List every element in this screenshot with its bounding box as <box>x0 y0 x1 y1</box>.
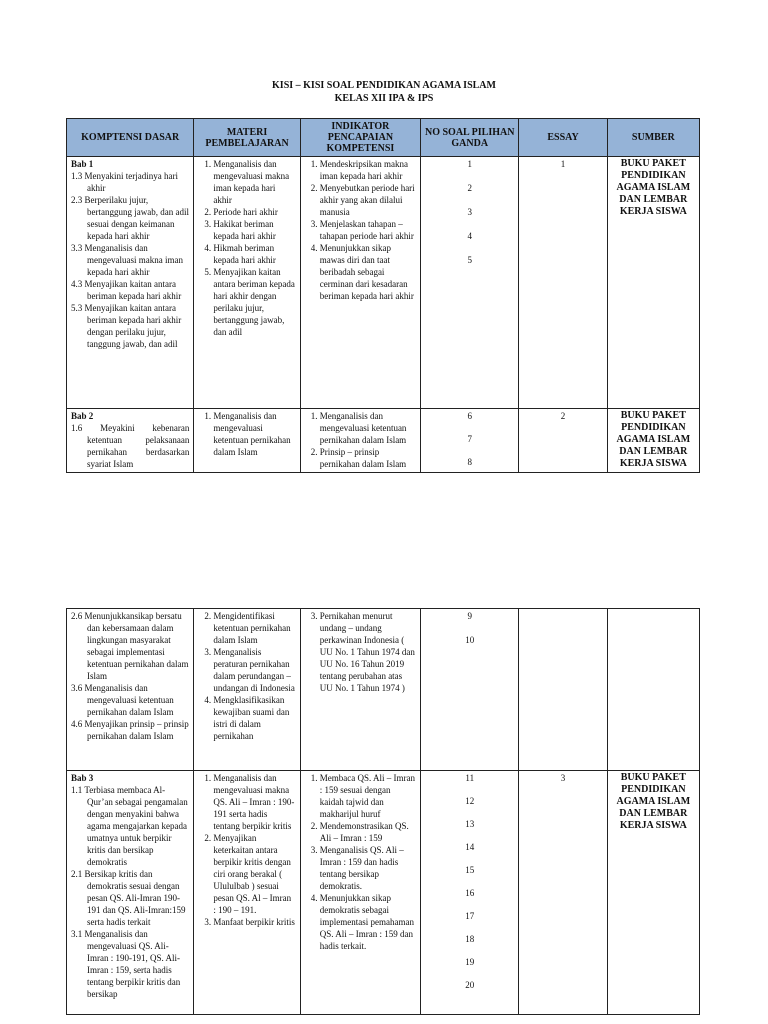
header-materi: MATERI PEMBELAJARAN <box>194 119 300 157</box>
soal-number: 5 <box>467 255 472 265</box>
materi-item: 3. Menganalisis peraturan pernikahan dalam perundangan – undangan di Indonesia <box>213 646 295 694</box>
indikator-item: 3. Pernikahan menurut undang – undang perkawinan Indonesia ( UU No. 1 Tahun 1974 dan UU No. 16 Tahun 2019 tentang perubahan atas UU No. 1 Tahun 1974 ) <box>320 610 416 694</box>
bab2-materi-cell <box>194 409 300 473</box>
soal-number: 8 <box>467 457 472 467</box>
kd-item: 2.3 Berperilaku jujur, bertanggung jawab, dan adil sesuai dengan keimanan kepada hari akhir <box>71 195 189 241</box>
materi-item: 2. Mengidentifikasi ketentuan pernikahan dalam Islam <box>213 610 295 646</box>
soal-number: 12 <box>465 796 475 806</box>
bab1-materi-cell <box>194 157 300 409</box>
bab3-materi-cell <box>194 771 300 1015</box>
kd-item: 1.3 Menyakini terjadinya hari akhir <box>71 171 178 193</box>
indikator-item: 4. Menunjukkan sikap mawas diri dan taat beribadah sebagai cerminan dari kesadaran beriman kepada hari akhir <box>320 242 416 302</box>
bab1-kompetensi-cell <box>67 157 194 409</box>
kisi-table-page-1 <box>66 118 700 473</box>
bab2-label: Bab 2 <box>71 411 94 421</box>
soal-number: 3 <box>467 207 472 217</box>
kd-item: 4.6 Menyajikan prinsip – prinsip pernikahan dalam Islam <box>71 719 189 741</box>
materi-item: 4. Hikmah beriman kepada hari akhir <box>213 242 295 266</box>
kd-item: 2.1 Bersikap kritis dan demokratis sesuai dengan pesan QS. Ali-Imran 190-191 dan QS. Ali-Imran:159 serta hadis terkait <box>71 869 186 927</box>
soal-number: 11 <box>465 773 475 783</box>
header-sumber: SUMBER <box>607 119 699 157</box>
kd-item: 4.3 Menyajikan kaitan antara beriman kepada hari akhir <box>71 279 182 301</box>
bab2-pg-cell <box>421 409 519 473</box>
header-indikator: INDIKATOR PENCAPAIAN KOMPETENSI <box>300 119 420 157</box>
kd-item: 1.6 Meyakini kebenaran ketentuan pelaksanaan pernikahan berdasarkan syariat Islam <box>71 423 190 469</box>
bab3-kompetensi-cell <box>67 771 194 1015</box>
kd-item: 2.6 Menunjukkansikap bersatu dan kebersamaan dalam lingkungan masyarakat sebagai implementasi ketentuan pernikahan dalam Islam <box>71 611 189 681</box>
materi-item: 1. Menganalisis dan mengevaluasi ketentuan pernikahan dalam Islam <box>213 410 295 458</box>
indikator-item: 1. Mendeskripsikan makna iman kepada hari akhir <box>320 158 416 182</box>
document-title: KISI – KISI SOAL PENDIDIKAN AGAMA ISLAM <box>272 80 496 91</box>
table-row-bab3 <box>67 771 700 1015</box>
bab2-cont-sumber-cell <box>607 609 699 771</box>
bab1-essay-cell: 1 <box>519 157 607 409</box>
header-no-soal: NO SOAL PILIHAN GANDA <box>421 119 519 157</box>
table-row-bab2 <box>67 409 700 473</box>
materi-item: 3. Hakikat beriman kepada hari akhir <box>213 218 295 242</box>
soal-number: 17 <box>465 911 475 921</box>
table-row-bab2-continued <box>67 609 700 771</box>
bab3-pg-cell <box>421 771 519 1015</box>
bab3-essay-cell: 3 <box>519 771 607 1015</box>
indikator-item: 3. Menganalisis QS. Ali – Imran : 159 dan hadis tentang bersikap demokratis. <box>320 844 416 892</box>
soal-number: 1 <box>467 159 472 169</box>
bab2-kompetensi-cell <box>67 409 194 473</box>
soal-number: 7 <box>467 434 472 444</box>
soal-number: 10 <box>465 635 475 645</box>
bab3-indikator-cell <box>300 771 420 1015</box>
indikator-item: 3. Menjelaskan tahapan – tahapan periode hari akhir <box>320 218 416 242</box>
kd-item: 5.3 Menyajikan kaitan antara beriman kepada hari akhir dengan perilaku jujur, tanggung jawab, dan adil <box>71 303 182 349</box>
header-kompetensi-dasar: KOMPTENSI DASAR <box>67 119 194 157</box>
kd-item: 1.1 Terbiasa membaca Al-Qur’an sebagai pengamalan dengan menyakini bahwa agama mengajarkan kepada umatnya untuk berpikir kritis dan bersikap demokratis <box>71 785 188 867</box>
kisi-table-page-2 <box>66 608 700 1015</box>
soal-number: 6 <box>467 411 472 421</box>
bab1-indikator-cell <box>300 157 420 409</box>
document-subtitle: KELAS XII IPA & IPS <box>334 93 434 104</box>
indikator-item: 1. Menganalisis dan mengevaluasi ketentuan pernikahan dalam Islam <box>320 410 416 446</box>
table-row-bab1 <box>67 157 700 409</box>
soal-number: 9 <box>467 611 472 621</box>
soal-number: 13 <box>465 819 475 829</box>
soal-number: 4 <box>467 231 472 241</box>
materi-item: 4. Mengklasifikasikan kewajiban suami dan istri di dalam pernikahan <box>213 694 295 742</box>
materi-item: 1. Menganalisis dan mengevaluasi makna iman kepada hari akhir <box>213 158 295 206</box>
kd-item: 3.6 Menganalisis dan mengevaluasi ketentuan pernikahan dalam Islam <box>71 683 174 717</box>
indikator-item: 2. Prinsip – prinsip pernikahan dalam Islam <box>320 446 416 470</box>
soal-number: 19 <box>465 957 475 967</box>
indikator-item: 1. Membaca QS. Ali – Imran : 159 sesuai dengan kaidah tajwid dan makharijul huruf <box>320 772 416 820</box>
bab2-cont-materi-cell <box>194 609 300 771</box>
bab1-label: Bab 1 <box>71 159 94 169</box>
soal-number: 18 <box>465 934 475 944</box>
bab2-cont-kompetensi-cell <box>67 609 194 771</box>
bab2-cont-essay-cell <box>519 609 607 771</box>
materi-item: 2. Periode hari akhir <box>213 206 295 218</box>
bab3-label: Bab 3 <box>71 773 94 783</box>
soal-number: 14 <box>465 842 475 852</box>
bab2-cont-pg-cell <box>421 609 519 771</box>
bab2-cont-indikator-cell <box>300 609 420 771</box>
header-essay: ESSAY <box>519 119 607 157</box>
bab1-sumber-cell: BUKU PAKET PENDIDIKAN AGAMA ISLAM DAN LEMBAR KERJA SISWA <box>607 157 699 409</box>
bab3-sumber-cell: BUKU PAKET PENDIDIKAN AGAMA ISLAM DAN LEMBAR KERJA SISWA <box>607 771 699 1015</box>
soal-number: 20 <box>465 980 475 990</box>
soal-number: 2 <box>467 183 472 193</box>
soal-number: 16 <box>465 888 475 898</box>
indikator-item: 2. Menyebutkan periode hari akhir yang akan dilalui manusia <box>320 182 416 218</box>
indikator-item: 4. Menunjukkan sikap demokratis sebagai implementasi pemahaman QS. Ali – Imran : 159 dan hadis terkait. <box>320 892 416 952</box>
bab2-indikator-cell <box>300 409 420 473</box>
materi-item: 5. Menyajikan kaitan antara beriman kepada hari akhir dengan perilaku jujur, bertanggung jawab, dan adil <box>213 266 295 338</box>
materi-item: 1. Menganalisis dan mengevaluasi makna QS. Ali – Imran : 190-191 serta hadis tentang berpikir kritis <box>213 772 295 832</box>
bab2-essay-cell: 2 <box>519 409 607 473</box>
materi-item: 2. Menyajikan keterkaitan antara berpikir kritis dengan ciri orang berakal ( Ulululbab ) sesuai pesan QS. Al – Imran : 190 – 191. <box>213 832 295 916</box>
materi-item: 3. Manfaat berpikir kritis <box>213 916 295 928</box>
kd-item: 3.3 Menganalisis dan mengevaluasi makna iman kepada hari akhir <box>71 243 183 277</box>
bab1-pg-cell <box>421 157 519 409</box>
soal-number: 15 <box>465 865 475 875</box>
bab2-sumber-cell: BUKU PAKET PENDIDIKAN AGAMA ISLAM DAN LEMBAR KERJA SISWA <box>607 409 699 473</box>
indikator-item: 2. Mendemonstrasikan QS. Ali – Imran : 159 <box>320 820 416 844</box>
kd-item: 3.1 Menganalisis dan mengevaluasi QS. Ali-Imran : 190-191, QS. Ali-Imran : 159, serta hadis tentang berpikir kritis dan bersikap <box>71 929 181 999</box>
